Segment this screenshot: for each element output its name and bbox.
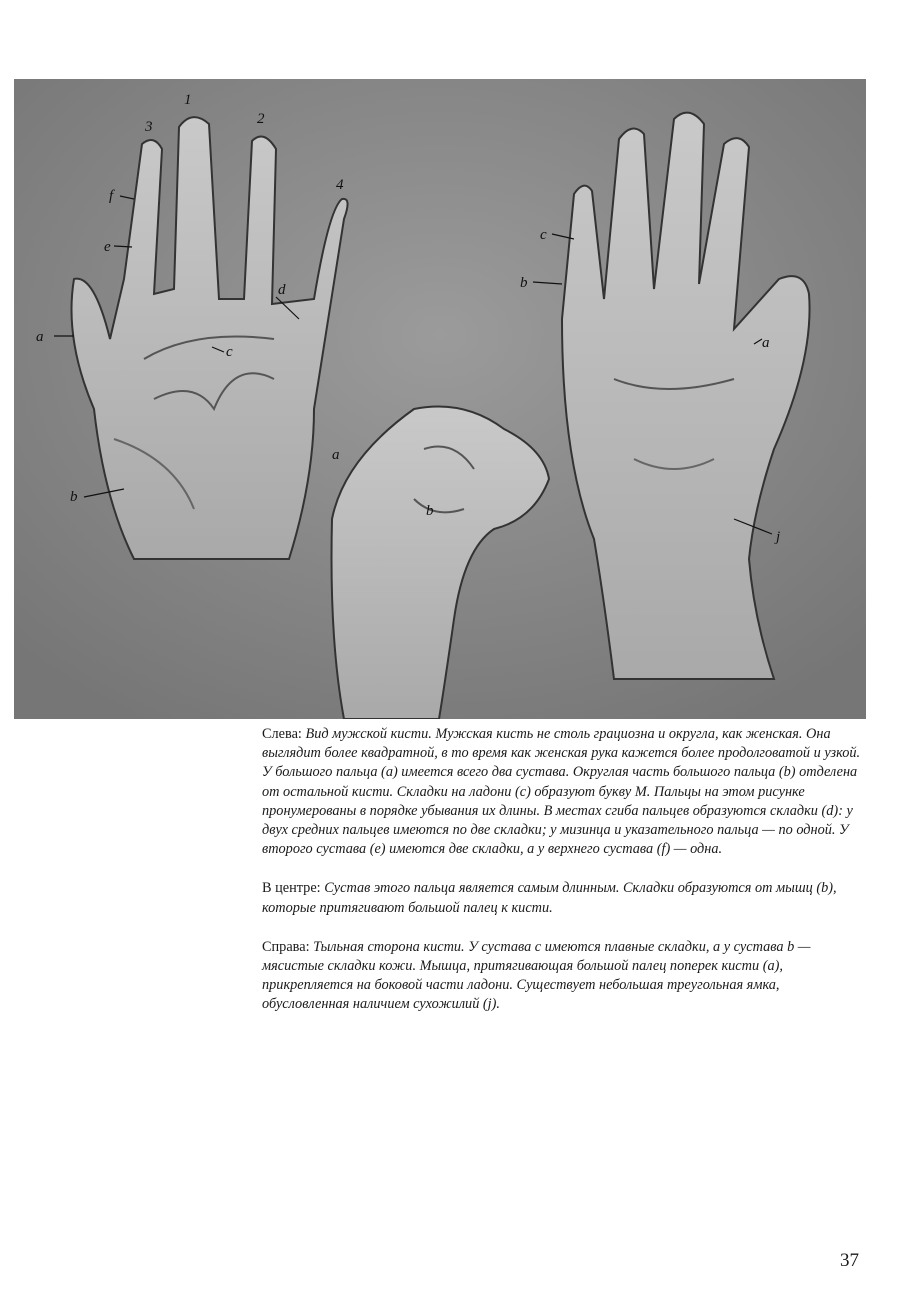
label-left-c: c [226, 344, 233, 360]
caption-left-paragraph [262, 725, 862, 859]
label-center-a: a [332, 447, 340, 463]
page-number: 37 [840, 1250, 859, 1271]
label-left-3: 3 [145, 119, 153, 135]
label-left-2: 2 [257, 111, 265, 127]
label-left-f: f [109, 188, 114, 204]
caption-left-text: Вид мужской кисти. Мужская кисть не столь грациозна и округла, как женская. Она выглядит более квадратной, в то время как женская рука кажется более продолговатой и узкой. У большого пальца (a) имеется всего два сустава. Округлая часть большого пальца (b) отделена от остальной кисти. Складки на ладони (c) образуют букву М. Пальцы на этом рисунке пронумерованы в порядке убывания их длины. В местах сгиба пальцев образуются складки (d): у двух средних пальцев имеются по две складки; у мизинца и указательного пальца — по одной. У второго сустава (e) имеются две складки, а у верхнего сустава (f) — одна. [262, 726, 861, 858]
label-right-b: b [520, 275, 528, 291]
caption-right-lead: Справа: [262, 938, 310, 955]
label-left-b: b [70, 489, 78, 505]
caption-right-text: Тыльная сторона кисти. У сустава c имеются плавные складки, а у сустава b — мясистые складки кожи. Мышца, притягивающая большой палец поперек кисти (a), прикрепляется на боковой части ладони. Существует небольшая треугольная ямка, обусловленная наличием сухожилий (j). [262, 938, 811, 1013]
caption-right-paragraph [262, 938, 862, 1015]
label-left-1: 1 [184, 92, 192, 108]
label-right-a: a [762, 335, 770, 351]
caption-center-text: Сустав этого пальца является самым длинным. Складки образуются от мышц (b), которые притягивают большой палец к кисти. [262, 880, 837, 916]
label-center-b: b [426, 503, 434, 519]
figure-caption [262, 725, 862, 1035]
caption-center-lead: В центре: [262, 880, 321, 897]
label-right-c: c [540, 227, 547, 243]
caption-left-lead: Слева: [262, 726, 302, 742]
caption-center-paragraph [262, 879, 862, 917]
label-left-e: e [104, 239, 111, 255]
label-left-4: 4 [336, 177, 344, 193]
label-right-j: j [776, 529, 781, 545]
label-left-d: d [278, 282, 286, 298]
label-left-a: a [36, 329, 44, 345]
hands-illustration [14, 79, 866, 719]
